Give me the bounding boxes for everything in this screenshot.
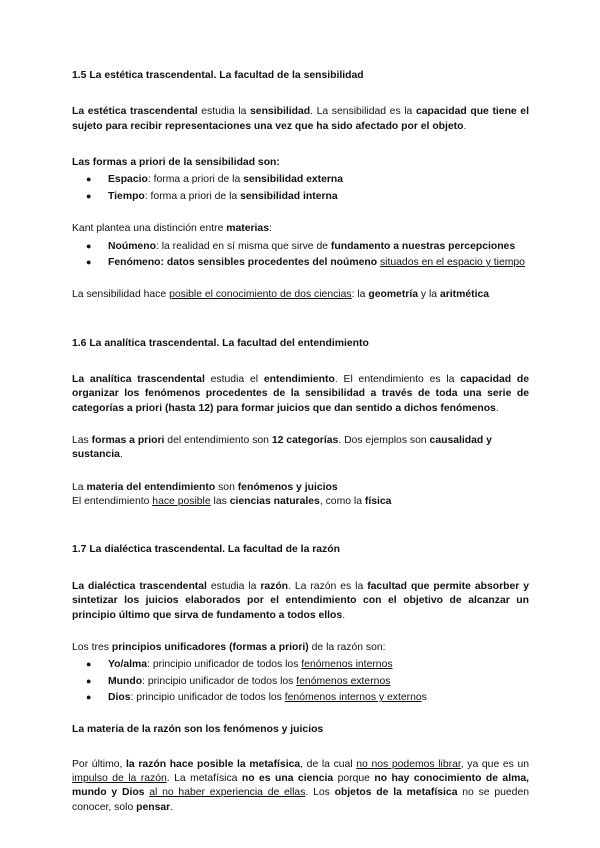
text-span: del entendimiento son [164, 435, 272, 447]
text-span: La dialéctica trascendental [72, 580, 207, 592]
text-span: impulso de la razón [72, 773, 167, 785]
text-span: materia de la razón [87, 724, 182, 736]
text-span: . [170, 801, 174, 813]
text-span: al no haber experiencia de ellas [149, 787, 306, 799]
text-span: . [342, 609, 346, 621]
bullet-icon: ● [86, 659, 92, 670]
paragraph-formas-entendimiento [72, 434, 529, 463]
paragraph-metafisica [72, 758, 529, 815]
bullet-icon: ● [86, 256, 92, 267]
text-span: Las [72, 435, 92, 447]
text-span: estudia la [197, 106, 251, 118]
bullet-icon: ● [86, 691, 92, 702]
text-span: . [119, 449, 123, 461]
text-span: causalidad y sustancia [72, 435, 492, 461]
text-span: La sensibilidad hace [72, 289, 170, 301]
text-span: aritmética [439, 289, 490, 301]
text-span: . [495, 402, 499, 414]
text-span: . Los [305, 787, 335, 799]
kant-lead [72, 222, 529, 236]
text-span: . [463, 120, 467, 132]
text-span: fenómenos y juicios [237, 481, 338, 493]
text-span: física [364, 496, 392, 508]
section-title-1-5: 1.5 La estética trascendental. La facultad de la sensibilidad [72, 70, 364, 81]
text-span: fenómenos y juicios [223, 724, 324, 736]
text-span: Yo/alma [108, 659, 148, 671]
text-span: situados en el espacio y tiempo [379, 256, 525, 268]
text-span: : datos sensibles procedentes del [160, 256, 331, 268]
text-span: , como la [319, 496, 365, 508]
bullet-icon: ● [86, 675, 92, 686]
text-span: principios unificadores (formas a priori) [111, 641, 309, 653]
text-span: Espacio [108, 174, 148, 186]
text-span: porque [333, 773, 375, 785]
text-span: . La sensibilidad es la [310, 106, 416, 118]
text-span: ciencias naturales [229, 496, 320, 508]
forms-heading [72, 156, 529, 170]
bullet-icon: ● [86, 174, 92, 185]
paragraph-ciencias-naturales [72, 495, 529, 509]
text-span: de la razón son: [308, 641, 386, 653]
text-span: Mundo [108, 675, 143, 687]
text-span: : principio unificador de todos los [147, 659, 302, 671]
list-item [72, 173, 529, 187]
text-span: capacidad de organizar los fenómenos procedentes de la sensibilidad a través de toda una serie de categorías a priori (hasta 12) para formar juicios que dan sentido a dichos fenómenos [72, 373, 530, 414]
text-span: Las formas a priori de la sensibilidad son: [72, 157, 280, 169]
text-span: la [126, 758, 139, 770]
text-span: no es una ciencia [241, 773, 334, 785]
text-span: Noúmeno [108, 240, 156, 252]
text-span: materias [226, 223, 269, 235]
text-span: no se pueden conocer, solo [72, 787, 530, 813]
text-span: facultad que permite absorber y sintetizar los juicios elaborados por el entendimiento con el objetivo de alcanzar un principio último que sirva de fundamento a todos ellos [72, 580, 529, 621]
list-item [72, 240, 529, 254]
list-item [72, 256, 529, 270]
text-span: : forma a priori de la [144, 190, 241, 202]
list-item [72, 691, 529, 705]
paragraph-analitica-def [72, 373, 529, 416]
text-span: no nos podemos librar [356, 758, 461, 770]
text-span: son los [181, 724, 224, 736]
text-span: 12 categorías [271, 435, 339, 447]
text-span: hace posible [152, 496, 211, 508]
paragraph-materia-entendimiento [72, 481, 529, 495]
text-span: objetos de la metafísica [334, 787, 458, 799]
text-span: materia del entendimiento [86, 481, 216, 493]
text-span: razón [260, 580, 289, 592]
text-span: . La razón es la [288, 580, 368, 592]
principles-list [72, 658, 529, 705]
paragraph-dialectica-def [72, 580, 529, 623]
text-span: fenómenos internos y externo [284, 691, 422, 703]
text-span: noúmeno [330, 256, 378, 268]
text-span: : principio unificador de todos los [142, 675, 297, 687]
text-span: Por último, [72, 758, 127, 770]
text-span: sensibilidad externa [243, 174, 344, 186]
text-span: . Dos ejemplos son [338, 435, 430, 447]
text-span: las [210, 496, 230, 508]
text-span: formas a priori [91, 435, 165, 447]
text-span: posible el conocimiento de dos ciencias [169, 289, 352, 301]
list-item [72, 675, 529, 689]
text-span: : principio unificador de todos los [130, 691, 285, 703]
text-span: fenómenos externos [296, 675, 391, 687]
text-span: son [215, 481, 238, 493]
text-span: : forma a priori de la [147, 174, 244, 186]
text-span: razón hace posible la metafísica [138, 758, 301, 770]
list-item [72, 658, 529, 672]
text-span: . La metafísica [166, 773, 242, 785]
text-span: Kant plantea una distinción entre [72, 223, 227, 235]
text-span: geometría [368, 289, 419, 301]
section-title-1-7: 1.7 La dialéctica trascendental. La facultad de la razón [72, 544, 340, 556]
list-item [72, 190, 529, 204]
section-title-1-6: 1.6 La analítica trascendental. La facultad del entendimiento [72, 337, 369, 349]
bullet-icon: ● [86, 190, 92, 201]
text-span: : [269, 223, 272, 235]
paragraph-sensibilidad-ciencias [72, 288, 529, 302]
text-span: Dios [108, 691, 131, 703]
paragraph-estetica-def [72, 105, 529, 134]
text-span: La analítica trascendental [72, 373, 205, 385]
text-span: , ya que es un [460, 758, 530, 770]
bullet-icon: ● [86, 240, 92, 251]
text-span: estudia el [204, 373, 264, 385]
text-span: sensibilidad interna [240, 190, 338, 202]
text-span: La [72, 724, 88, 736]
text-span: no hay conocimiento de alma, mundo y Dios [72, 773, 529, 799]
text-span: sensibilidad [250, 106, 311, 118]
text-span: fenómenos internos [301, 659, 393, 671]
text-span: La [72, 481, 87, 493]
text-span: Fenómeno [108, 256, 161, 268]
text-span: La estética trascendental [72, 106, 198, 118]
text-span: y la [418, 289, 440, 301]
text-span: estudia la [206, 580, 261, 592]
text-span: fundamento a nuestras percepciones [330, 240, 516, 252]
text-span: capacidad que tiene el sujeto para recibir representaciones una vez que ha sido afectado por el objeto [72, 106, 529, 132]
text-span: . El entendimiento es la [334, 373, 461, 385]
paragraph-materia-razon [72, 723, 529, 737]
text-span: Los tres [72, 641, 112, 653]
principles-heading [72, 641, 529, 655]
text-span: pensar [136, 801, 171, 813]
forms-list [72, 173, 529, 204]
text-span: s [421, 691, 427, 703]
text-span: entendimiento [263, 373, 335, 385]
text-span: Tiempo [108, 190, 145, 202]
text-span: , de la cual [300, 758, 357, 770]
text-span: El entendimiento [72, 496, 153, 508]
text-span: : la [351, 289, 369, 301]
text-span: : la realidad en sí misma que sirve de [155, 240, 331, 252]
materias-list [72, 240, 529, 271]
